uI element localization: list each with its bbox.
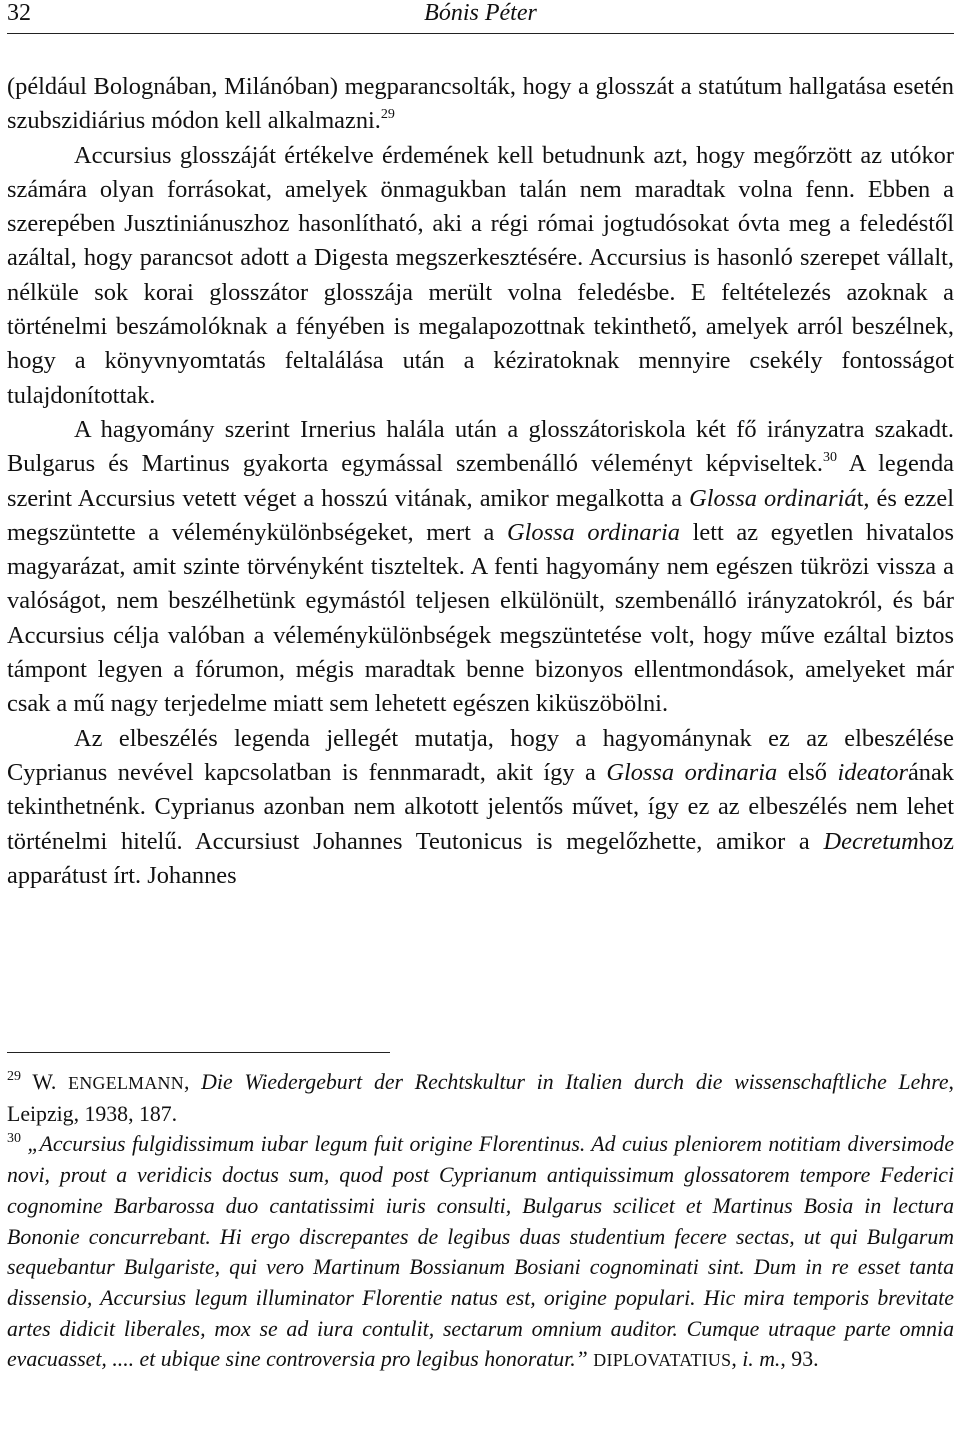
footnote-separator — [7, 1052, 390, 1053]
footnote-29 — [7, 1067, 954, 1129]
main-text — [7, 70, 954, 893]
paragraph-1-text: (például Bolognában, Milánóban) megparancsolták, hogy a glosszát a statútum hallgatása esetén szubszidiárius módon kell alkalmazni. — [7, 73, 954, 135]
paragraph-4 — [7, 722, 954, 893]
paragraph-3-text-b: A legenda szerint Accursius vetett véget a hosszú vitának, amikor megalkotta a — [7, 450, 954, 512]
page-number: 32 — [7, 0, 31, 26]
paragraph-4-text-b: első — [777, 758, 838, 786]
paragraph-3-text-a: A hagyomány szerint Irnerius halála után a glosszátoriskola két fő irányzatra szakadt. Bulgarus és Martinus gyakorta egymással szembenálló véleményt képviseltek. — [7, 415, 954, 478]
footnote-30-number: 30 — [7, 1131, 21, 1147]
footnote-29-text-c: , Leipzig, 1938, 187. — [7, 1070, 954, 1126]
footnote-29-title: Die Wiedergeburt der Rechtskultur in Italien durch die wissenschaftliche Lehre — [201, 1070, 949, 1094]
footnote-ref-29[interactable]: 29 — [380, 107, 395, 123]
paragraph-4-italic-3: Decretum — [823, 827, 919, 855]
paragraph-4-italic-1: Glossa ordinaria — [606, 758, 778, 786]
paragraph-4-italic-2: ideator — [837, 758, 908, 786]
footnote-30-ref: i. m. — [742, 1347, 781, 1372]
running-head: Bónis Péter — [424, 0, 537, 26]
footnote-29-text-a: W. — [21, 1070, 69, 1094]
footnote-29-author: ENGELMANN — [68, 1073, 184, 1093]
page-header — [7, 0, 954, 34]
footnote-30 — [7, 1129, 954, 1376]
footnote-30-quote: „Accursius fulgidissimum iubar legum fuit origine Florentinus. Ad cuius pleniorem notitiam diversimode novi, prout a veridicis doctus sum, quod post Cyprianum antiquissimum glossatorem tempore Federici cognomine Barbarossa duo cantatissimi iuris consulti, Bulgarus scilicet et Martinus Bosia in lectura Bononie concurrebant. Hi ergo discrepantes de legibus duas studentium fecere sectas, ut qui Bulgarum sequebantur Bulgariste, qui vero Martinum Bossianum Bosiani cognominati sint. Dum in re esset tanta dissensio, Accursius legum illuminator Florentie natus est, origine populari. Hic mira temporis brevitate artes didicit liberales, mox se ad iura contulit, sectarum omnium auditor. Cumque utraque parte omnia evacuasset, .... et ubique sine controversia pro legibus honoratur.” — [7, 1132, 954, 1372]
paragraph-3-text-d: lett az egyetlen hivatalos magyarázat, amit szinte törvényként tiszteltek. A fenti hagyomány nem egészen tükrözi vissza a valóságot, nem beszélhetünk egymástól teljesen elkülönült, szembenálló irányzatokról, és bár Accursius célja valóban a véleménykülönbségek megszüntetése volt, hogy műve ezáltal biztos támpont legyen a fórumon, mégis maradtak benne bizonyos ellentmondások, amelyeket már csak a mű nagy terjedelme miatt sem lehetett egészen kiküszöbölni. — [7, 518, 954, 718]
paragraph-1 — [7, 70, 954, 139]
footnotes — [7, 1067, 954, 1376]
footnote-29-number: 29 — [7, 1069, 21, 1084]
paragraph-3-italic-2: Glossa ordinaria — [506, 518, 680, 546]
paragraph-4-text-a: Az elbeszélés legenda jellegét mutatja, hogy a hagyománynak ez az elbeszélése Cyprianus nevével kapcsolatban is fennmaradt, akit így a — [7, 724, 954, 786]
paragraph-3-italic-1: Glossa ordinariá — [689, 484, 857, 512]
paragraph-2: Accursius glosszáját értékelve érdemének kell betudnunk azt, hogy megőrzött az utókor számára olyan forrásokat, amelyek önmagukban talán nem maradtak volna fenn. Ebben a szerepében Jusztiniánuszhoz hasonlítható, aki a régi római jogtudósokat óvta meg a feledéstől azáltal, hogy parancsot adott a Digesta megszerkesztésére. Accursius is hasonló szerepet vállalt, nélküle sok korai glosszátor glosszája merült volna feledésbe. E feltételezés azoknak a történelmi beszámolóknak a fényében is megalapozottnak tekinthető, amelyek arról beszélnek, hogy a könyvnyomtatás feltalálása után a kéziratoknak mennyire csekély fontosságot tulajdonítottak. — [7, 141, 954, 409]
paragraph-4-text-c: ának tekinthetnénk. Cyprianus azonban nem alkotott jelentős művet, így ez az elbeszélés nem lehet történelmi hitelű. Accursiust Johannes Teutonicus is megelőzhette, amikor a — [7, 758, 954, 855]
footnote-30-text-c: , — [731, 1347, 743, 1372]
footnote-30-text-d: , 93. — [780, 1347, 819, 1372]
paragraph-3-text-c: t, és ezzel megszüntette a véleménykülönbségeket, mert a — [7, 484, 954, 546]
footnote-30-author: DIPLOVATATIUS — [593, 1350, 732, 1371]
footnote-ref-30[interactable]: 30 — [822, 450, 837, 466]
paragraph-3 — [7, 413, 954, 722]
footnote-29-text-b: , — [183, 1070, 202, 1094]
paragraph-4-text-d: hoz apparátust írt. Johannes — [7, 827, 954, 889]
